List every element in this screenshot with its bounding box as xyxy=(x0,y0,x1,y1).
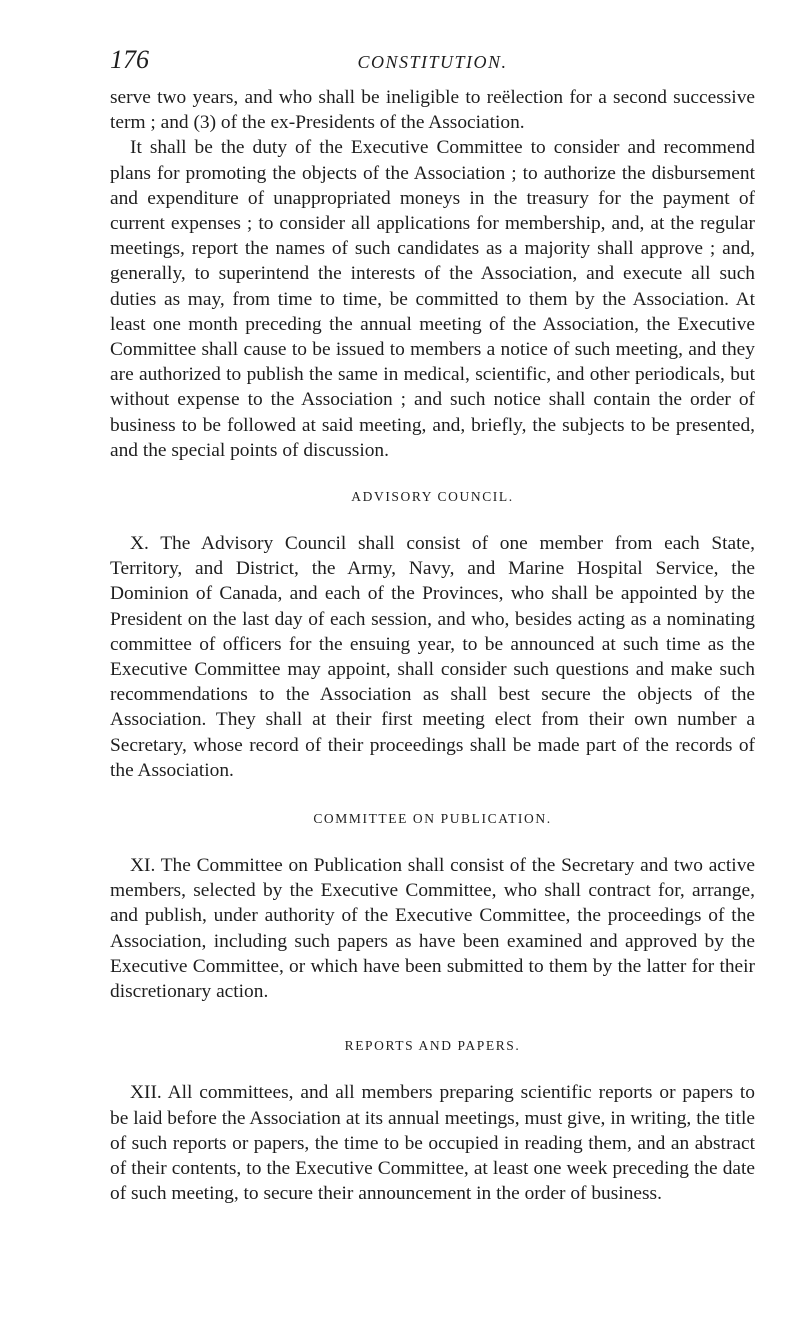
paragraph-article-xi: XI. The Committee on Publication shall consist of the Secretary and two active members, selected by the Executive Committee, who shall contract for, arrange, and publish, under authority of the Executive Committee, the proceedings of the Association, including such papers as have been examined and approved by the Executive Committee, or which have been submitted to them by the latter for their discretionary action. xyxy=(110,855,755,1003)
paragraph-continued: serve two years, and who shall be ineligible to reëlection for a second successive term ; and (3) of the ex-Presidents of the Association. xyxy=(110,87,755,134)
book-page xyxy=(110,40,755,1206)
page-number: 176 xyxy=(110,45,149,74)
paragraph-article-xii: XII. All committees, and all members preparing scientific reports or papers to be laid before the Association at its annual meetings, must give, in writing, the title of such reports or papers, the time to be occupied in reading them, and an abstract of their contents, to the Executive Committee, at least one week preceding the date of such meeting, to secure their announcement in the order of business. xyxy=(110,1082,755,1205)
paragraph-executive-committee-duties: It shall be the duty of the Executive Committee to consider and recommend plans for promoting the objects of the Association ; to authorize the disbursement and expenditure of unappropriated moneys in the treasury for the payment of current expenses ; to consider all applications for membership, and, at the regular meetings, report the names of such candidates as a majority shall approve ; and, generally, to superintend the interests of the Association, and execute all such duties as may, from time to time, be committed to them by the Association. At least one month preceding the annual meeting of the Association, the Executive Committee shall cause to be issued to members a notice of such meeting, and they are authorized to publish the same in medical, scientific, and other periodicals, but without expense to the Association ; and such notice shall contain the order of business to be followed at said meeting, and, briefly, the subjects to be presented, and the special points of discussion. xyxy=(110,137,755,461)
running-head xyxy=(110,40,755,80)
section-heading-reports-and-papers: REPORTS AND PAPERS. xyxy=(344,1038,521,1054)
paragraph-article-x: X. The Advisory Council shall consist of one member from each State, Territory, and District, the Army, Navy, and Marine Hospital Service, the Dominion of Canada, and each of the Provinces, who shall be appointed by the President on the last day of each session, and who, besides acting as a nominating committee of officers for the ensuing year, to be announced at such time as the Executive Committee may appoint, shall consider such questions and make such recommendations to the Association as shall best secure the objects of the Association. They shall at their first meeting elect from their own number a Secretary, whose record of their proceedings shall be made part of the records of the Association. xyxy=(110,533,755,781)
section-heading-advisory-council: ADVISORY COUNCIL. xyxy=(351,489,514,505)
section-heading-committee-on-publication: COMMITTEE ON PUBLICATION. xyxy=(313,811,552,827)
running-title: CONSTITUTION. xyxy=(357,52,508,72)
